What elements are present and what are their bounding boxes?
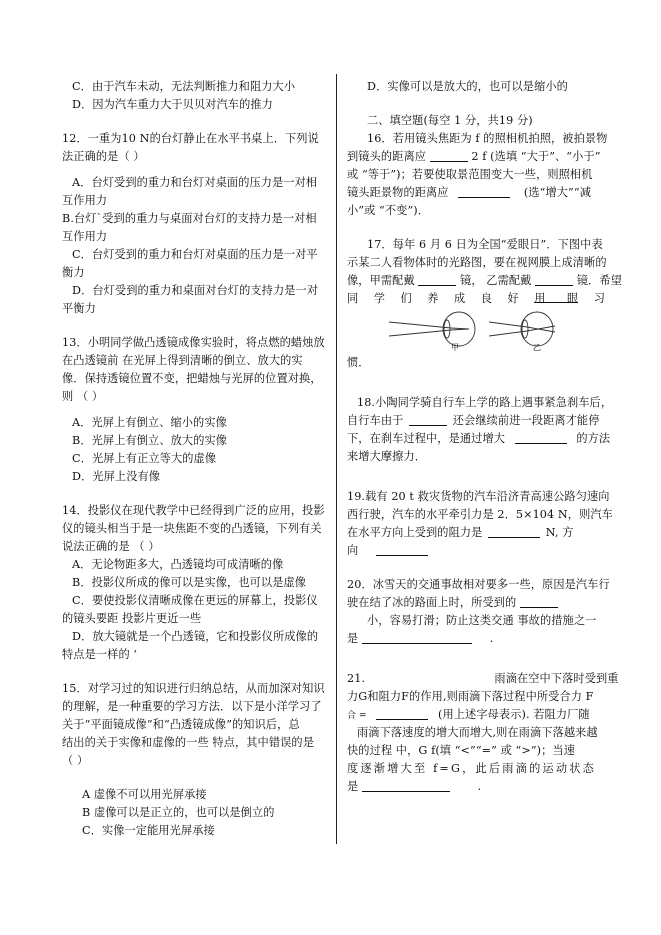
column-divider [336,74,337,844]
q17-char: 成 [454,292,466,305]
q18-line: 来增大摩擦力． [347,450,427,463]
q20-text: 驶在结了冰的路面上时，所受到的 [347,596,517,609]
q19-blank-2[interactable] [376,543,428,556]
q16-line: 16．若用镜头焦距为 f 的照相机拍照，被拍景物 [367,132,608,145]
q13-stem-line: 在凸透镜前 在光屏上得到清晰的倒立、放大的实 [62,354,303,367]
q19-line: 西行驶，汽车的水平牵引力是 2．5×104 N，则汽车 [347,508,613,521]
q16-blank-1[interactable] [430,149,468,162]
q17-char: 好 [507,292,519,305]
q21-line: 是 . [347,780,482,793]
q12-option-b: B.台灯`受到的重力与桌面对台灯的支持力是一对相 [62,212,317,225]
q12-option-d-cont: 平衡力 [62,302,96,315]
q17-char: 习 [593,292,605,305]
question-17 [347,236,622,372]
q14-option-c: C．要使投影仪清晰成像在更远的屏幕上，投影仪 [72,594,318,607]
q13-option-c: C．光屏上有正立等大的虚像 [72,452,217,465]
q19-text: N, 方 [545,526,574,539]
q17-char: 们 [400,292,412,305]
q17-line: 惯． [347,356,370,369]
q16-line: 小”或 “不变”)． [347,204,430,217]
q14-stem-line: 说法正确的是 （ ） [62,540,160,553]
q17-char: 同 [347,292,359,305]
q21-text: (用上述字母表示). 若阻力厂随 [438,708,590,721]
q16-text: 镜头距景物的距离应 [347,186,449,199]
q19-text: 向 [347,544,359,557]
q21-text: 合 = [347,711,367,721]
q19-blank-1[interactable] [488,525,540,538]
q18-line: 18.小陶同学骑自行车上学的路上遇事紧急刹车后， [357,396,613,409]
q12-option-c: C．台灯受到的重力和台灯对桌面的压力是一对平 [72,248,318,261]
q14-stem-line: 仪的镜头相当于是一块焦距不变的凸透镜，下列有关 [62,522,322,535]
q18-line [347,412,609,430]
q12-stem-line: 法正确的是（ ） [62,150,145,163]
question-13 [62,334,332,486]
q17-char: 良 [480,292,493,305]
q18-line [347,430,609,448]
q16-text: 2 f (选填 “大于”、“小于” [471,150,601,163]
figure-label-jia: 甲 [451,343,459,352]
q21-text: 21. [347,672,366,685]
q20-blank-2[interactable] [362,631,472,644]
q15-stem-line: 结出的关于实像和虚像的一些 特点，其中错误的是 [62,736,314,749]
q17-line: 示某二人看物体时的光路图，要在视网膜上成清晰的 [347,256,607,269]
q14-option-d: D．放大镜就是一个凸透镜，它和投影仪所成像的 [72,630,319,643]
q13-stem-line: 则 （ ） [62,390,104,403]
question-14 [62,502,332,664]
q17-char: 养 [427,292,439,305]
question-19 [347,488,613,560]
q20-line: 是 . [347,632,494,645]
q19-text: 在水平方向上受到的阻力是 [347,526,483,539]
q20-line: 小，容易打滑；防止这类交通 事故的措施之一 [367,614,597,627]
q17-text: 镜．希望 [576,274,622,287]
q13-option-d: D．光屏上没有像 [72,470,161,483]
q18-text: 还会继续前进一段距离才能停 [452,414,600,427]
q13-stem-line: 13．小明同学做凸透镜成像实验时，将点燃的蜡烛放 [62,336,325,349]
q13-option-a: A．光屏上有倒立、缩小的实像 [72,416,227,429]
q17-char: 眼 [566,292,579,305]
q21-line: 力G和阻力F的作用,则雨滴下落过程中所受合力 F [347,690,594,703]
q14-stem-line: 14．投影仪在现代教学中已经得到广泛的应用，投影 [62,504,325,517]
q15-option-b: B 虚像可以是正立的，也可以是倒立的 [82,806,275,819]
eye-ray-diagram [389,308,589,354]
q21-line: 快的过程 中，G f(填 “<”“=” 或 “>”)；当速 [347,744,575,757]
left-column [62,78,332,840]
q16-line [347,184,609,202]
q16-blank-2[interactable] [458,185,510,198]
question-21 [347,670,619,796]
q14-option-c-cont: 的镜头要距 投影片更近一些 [62,612,202,625]
q17-text: 镜， 乙需配戴 [460,274,532,287]
q21-text: 是 [347,780,359,793]
q15-stem-line: 15．对学习过的知识进行归纳总结，从而加深对知识 [62,682,325,695]
q17-line: 17．每年 6 月 6 日为全国“爱眼日”．下图中表 [367,238,603,251]
q15-stem-line: （ ） [62,754,89,767]
q21-line: 雨滴下落速度的增大而增大,则在雨滴下落越来越 [357,726,598,739]
q18-text: 下，在刹车过程中，是通过增大 [347,432,506,445]
q15-option-a: A 虚像不可以用光屏承接 [82,788,207,801]
q19-line: 19.载有 20 t 救灾货物的汽车沿济青高速公路匀速向 [347,490,610,503]
question-12 [62,130,332,318]
q21-line [347,670,619,688]
q14-option-a: A．无论物距多大，凸透镜均可成清晰的像 [72,558,284,571]
q20-line [347,594,609,612]
q17-char: 学 [373,292,386,305]
q17-char: 用 [534,292,546,305]
q17-blank-2[interactable] [535,273,573,286]
right-column [347,78,622,796]
q21-blank-1[interactable] [376,707,428,720]
q12-option-b-cont: 互作用力 [62,230,108,243]
q15-stem-line: 关于“平面镜成像”和“凸透镜成像”的知识后，总 [62,718,300,731]
q14-option-d-cont: 特点是一样的 ‘ [62,648,138,661]
q11-option-d: D．因为汽车重力大于贝贝对汽车的推力 [72,98,273,111]
q16-line [347,148,609,166]
q16-line: 或 “等于”)；若要使取景范围变大一些，则照相机 [347,168,593,181]
question-18 [347,394,613,466]
q16-text: (选“增大”“减 [523,186,591,199]
q17-text: 像，甲需配戴 [347,274,415,287]
q19-line [347,542,609,560]
q18-text: 的方法 [576,432,611,445]
q15-option-c: C．实像一定能用光屏承接 [82,824,215,837]
eye-diagram [347,308,609,354]
q18-blank-2[interactable] [515,431,567,444]
figure-label-yi: 乙 [533,343,541,352]
q18-text: 自行车由于 [347,414,404,427]
q16-text: 到镜头的距离应 [347,150,427,163]
question-16 [347,130,609,220]
q15-option-d: D．实像可以是放大的，也可以是缩小的 [367,80,568,93]
q21-text: 雨滴在空中下落时受到重 [494,672,619,685]
q13-option-b: B．光屏上有倒立、放大的实像 [72,434,228,447]
section-title-fill-in: 二、填空题(每空 1 分，共19 分) [367,114,533,127]
q17-line-spread [347,290,605,308]
eye-jia-icon [389,312,475,346]
question-15 [62,680,332,840]
q18-blank-1[interactable] [409,413,447,426]
q17-blank-1[interactable] [418,273,456,286]
q17-line [347,272,622,290]
q12-option-d: D．台灯受到的重力和桌面对台灯的支持力是一对 [72,284,319,297]
q12-option-a: A．台灯受到的重力和台灯对桌面的压力是一对相 [72,176,318,189]
q14-option-b: B．投影仪所成的像可以是实像，也可以是虚像 [72,576,307,589]
eye-yi-icon [489,312,555,346]
q20-blank-1[interactable] [520,595,558,608]
q21-line [347,706,609,724]
q11-option-c: C．由于汽车未动，无法判断推力和阻力大小 [72,80,296,93]
q21-line: 度逐渐增大至 f=G，此后雨滴的运动状态 [347,762,597,775]
q20-line: 20．冰雪天的交通事故相对要多一些，原因是汽车行 [347,578,610,591]
question-20 [347,576,609,648]
q17-underline-word [534,290,578,303]
q15-stem-line: 的理解，是一种重要的学习方法．以下是小洋学习了 [62,700,322,713]
q12-option-c-cont: 衡力 [62,266,85,279]
q12-stem-line: 12．一重为10 N的台灯静止在水平书桌上．下列说 [62,132,319,145]
q19-line [347,524,609,542]
q21-blank-2[interactable] [362,779,450,792]
q20-text: 是 [347,632,359,645]
q13-stem-line: 像．保持透镜位置不变，把蜡烛与光屏的位置对换， [62,372,322,385]
q12-option-a-cont: 互作用力 [62,194,108,207]
